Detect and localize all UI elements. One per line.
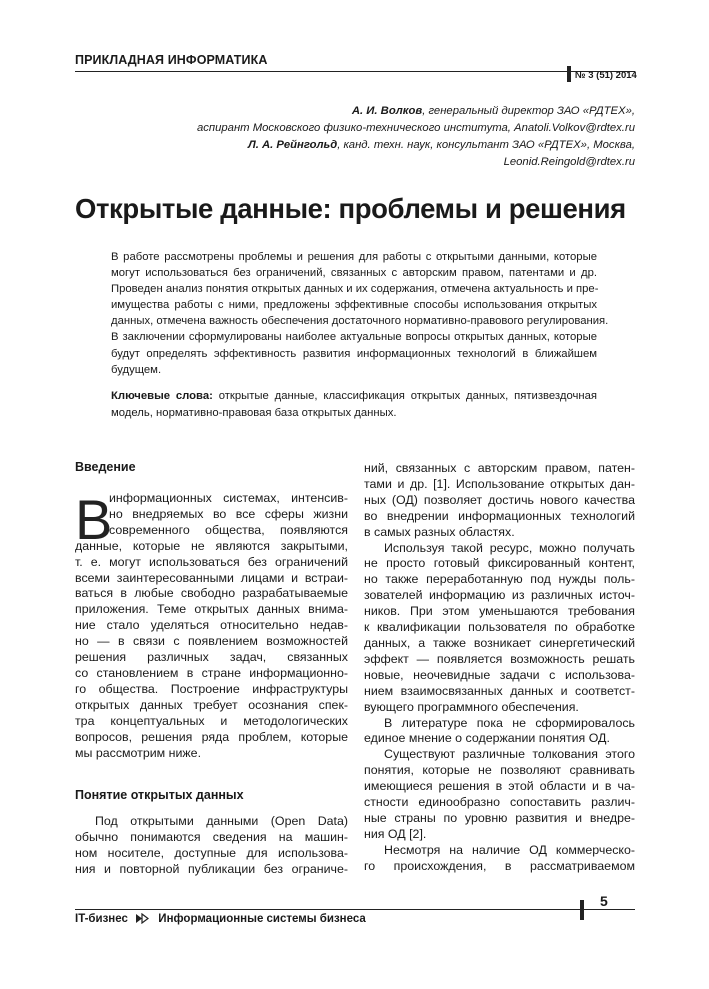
footer-rule <box>75 909 635 910</box>
abstract-line: В заключении сформулированы наиболее актуальные вопросы открытых данных, которые <box>111 331 597 344</box>
author-block <box>197 103 635 171</box>
text-line: зователей информацию из различных источ- <box>364 588 635 603</box>
text-line: ном носителе, доступные для использова- <box>75 845 348 860</box>
abstract-line: Проведен анализ понятия открытых данных и их содержания, отмечена актуальность и пре- <box>111 283 599 296</box>
abstract <box>111 249 609 378</box>
author-1-name: А. И. Волков <box>351 105 423 117</box>
text-line: современного общества, появляются <box>109 522 348 537</box>
right-column-text <box>364 461 635 875</box>
text-line: вующего программного обеспечения. <box>364 699 579 714</box>
text-line: го происхождения, в рассматриваемом <box>364 858 635 873</box>
text-line: имеющиеся решения в этой области и в ча- <box>364 779 635 794</box>
footer-section-left: IT-бизнес <box>75 913 128 925</box>
header-rule <box>75 71 635 72</box>
author-2-affiliation: , канд. техн. наук, консультант ЗАО «РДТЕХ», Москва, <box>337 139 635 151</box>
text-line: В литературе пока не сформировалось <box>384 715 635 730</box>
text-line: ваться в любые свободно разрабатываемые <box>75 586 348 601</box>
footer-marker <box>580 900 584 920</box>
intro-text <box>75 488 348 761</box>
author-2 <box>197 137 635 154</box>
text-line: ные страны по уровню развития и внедре- <box>364 810 635 825</box>
text-line: открытых данных требует осознания спек- <box>75 697 348 712</box>
text-line: Несмотря на наличие ОД коммерческо- <box>384 842 635 857</box>
text-line: понятия, которые не позволяют сравнивать <box>364 763 635 778</box>
text-line: к квалификации пользователя по обработке <box>364 620 635 635</box>
abstract-line: могут использоваться без ограничений, связанных с авторским правом, патентами и др. <box>111 267 597 280</box>
text-line: мы рассмотрим ниже. <box>75 745 202 760</box>
issue-number: № 3 (51) 2014 <box>575 70 637 81</box>
author-1 <box>197 103 635 120</box>
abstract-line: имущества работы с ними, предложены эффективные способы использования открытых <box>111 299 597 312</box>
author-2-line2: Leonid.Reingold@rdtex.ru <box>503 156 635 168</box>
text-line: в самых разных областях. <box>364 524 515 539</box>
text-line: ния ОД [2]. <box>364 826 427 841</box>
text-line: решения различных задач, связанных <box>75 650 348 665</box>
text-line: нием взаимосвязанных данных и соответст- <box>364 683 635 698</box>
section-heading-intro: Введение <box>75 460 136 474</box>
text-line: данных, а также возникает синергетический <box>364 635 635 650</box>
footer-section <box>75 913 366 927</box>
keywords-label: Ключевые слова: <box>111 390 213 402</box>
article-title: Открытые данные: проблемы и решения <box>75 193 626 224</box>
abstract-line: будущем. <box>111 363 162 376</box>
header-marker <box>567 66 571 82</box>
text-line: Используя такой ресурс, можно получать <box>384 540 635 555</box>
author-1-line2: аспирант Московского физико-технического института, Anatoli.Volkov@rdtex.ru <box>196 122 635 134</box>
text-line: информационных системах, интенсив- <box>109 491 348 505</box>
text-line: ний, связанных с авторским правом, патен- <box>364 461 635 475</box>
abstract-line: будут определять эффективность развития информационных технологий в ближайшем <box>111 347 597 360</box>
double-arrow-icon <box>135 913 151 927</box>
text-line: ников. При этом уменьшаются требования <box>364 604 635 619</box>
text-line: но — в связи с появлением возможностей <box>75 634 348 649</box>
author-1-affiliation: , генеральный директор ЗАО «РДТЕХ», <box>422 105 635 117</box>
text-line: приложения. Теме открытых данных внима- <box>75 602 348 617</box>
text-line: во внедрении информационных технологий <box>364 508 635 523</box>
text-line: стности единообразно сопоставить различ- <box>364 795 635 810</box>
text-line: но также переработанную под нужды поль- <box>364 572 635 587</box>
text-line: новые, неочевидные задачи с использова- <box>364 667 635 682</box>
text-line: но внедряемых во все сферы жизни <box>109 506 348 521</box>
keywords-line: Ключевые слова: открытые данные, классификация открытых данных, пятизвездочная <box>111 390 598 402</box>
text-line: ния и повторной публикации без ограниче- <box>75 861 348 876</box>
section-heading-concept: Понятие открытых данных <box>75 788 244 802</box>
dropcap-letter: В <box>75 488 113 551</box>
journal-title: ПРИКЛАДНАЯ ИНФОРМАТИКА <box>75 53 268 67</box>
text-line: Под открытыми данными (Open Data) <box>95 814 348 828</box>
text-line: ние стало уделяться относительно недав- <box>75 618 348 633</box>
text-line: не просто готовый фиксированный контент, <box>364 556 635 571</box>
abstract-line: В работе рассмотрены проблемы и решения для работы с открытыми данными, которые <box>111 251 597 263</box>
page-number: 5 <box>600 893 608 909</box>
text-line: тра концептуальных и методологических <box>75 713 348 728</box>
keywords-line: модель, нормативно-правовая база открытых данных. <box>111 407 397 419</box>
keywords <box>111 388 597 422</box>
concept-text <box>75 814 348 878</box>
text-line: эффект — появляется возможность решать <box>364 651 635 666</box>
text-line: данные, которые не являются закрытыми, <box>75 538 348 553</box>
text-line: единое мнение о содержании понятия ОД. <box>364 731 610 746</box>
footer-section-right: Информационные системы бизнеса <box>158 913 366 925</box>
text-line: обычно понимаются сведения на машин- <box>75 829 348 844</box>
abstract-line: данных, отмечена важность обеспечения достаточного нормативно-правового регулирования. <box>111 315 609 328</box>
text-line: ных (ОД) позволяет достичь нового качества <box>364 492 635 507</box>
text-line: всеми заинтересованными лицами и встраи- <box>75 570 348 585</box>
text-line: Существуют различные толкования этого <box>384 747 635 762</box>
text-line: т. е. могут использоваться без ограничений <box>75 554 348 569</box>
text-line: тами и др. [1]. Использование открытых дан- <box>364 476 635 491</box>
text-line: со становлением в стране информационно- <box>75 665 348 680</box>
text-line: вопросов, решения ряда проблем, которые <box>75 729 348 744</box>
text-line: го общества. Построение инфраструктуры <box>75 681 348 696</box>
author-2-name: Л. А. Рейнгольд <box>247 139 338 151</box>
